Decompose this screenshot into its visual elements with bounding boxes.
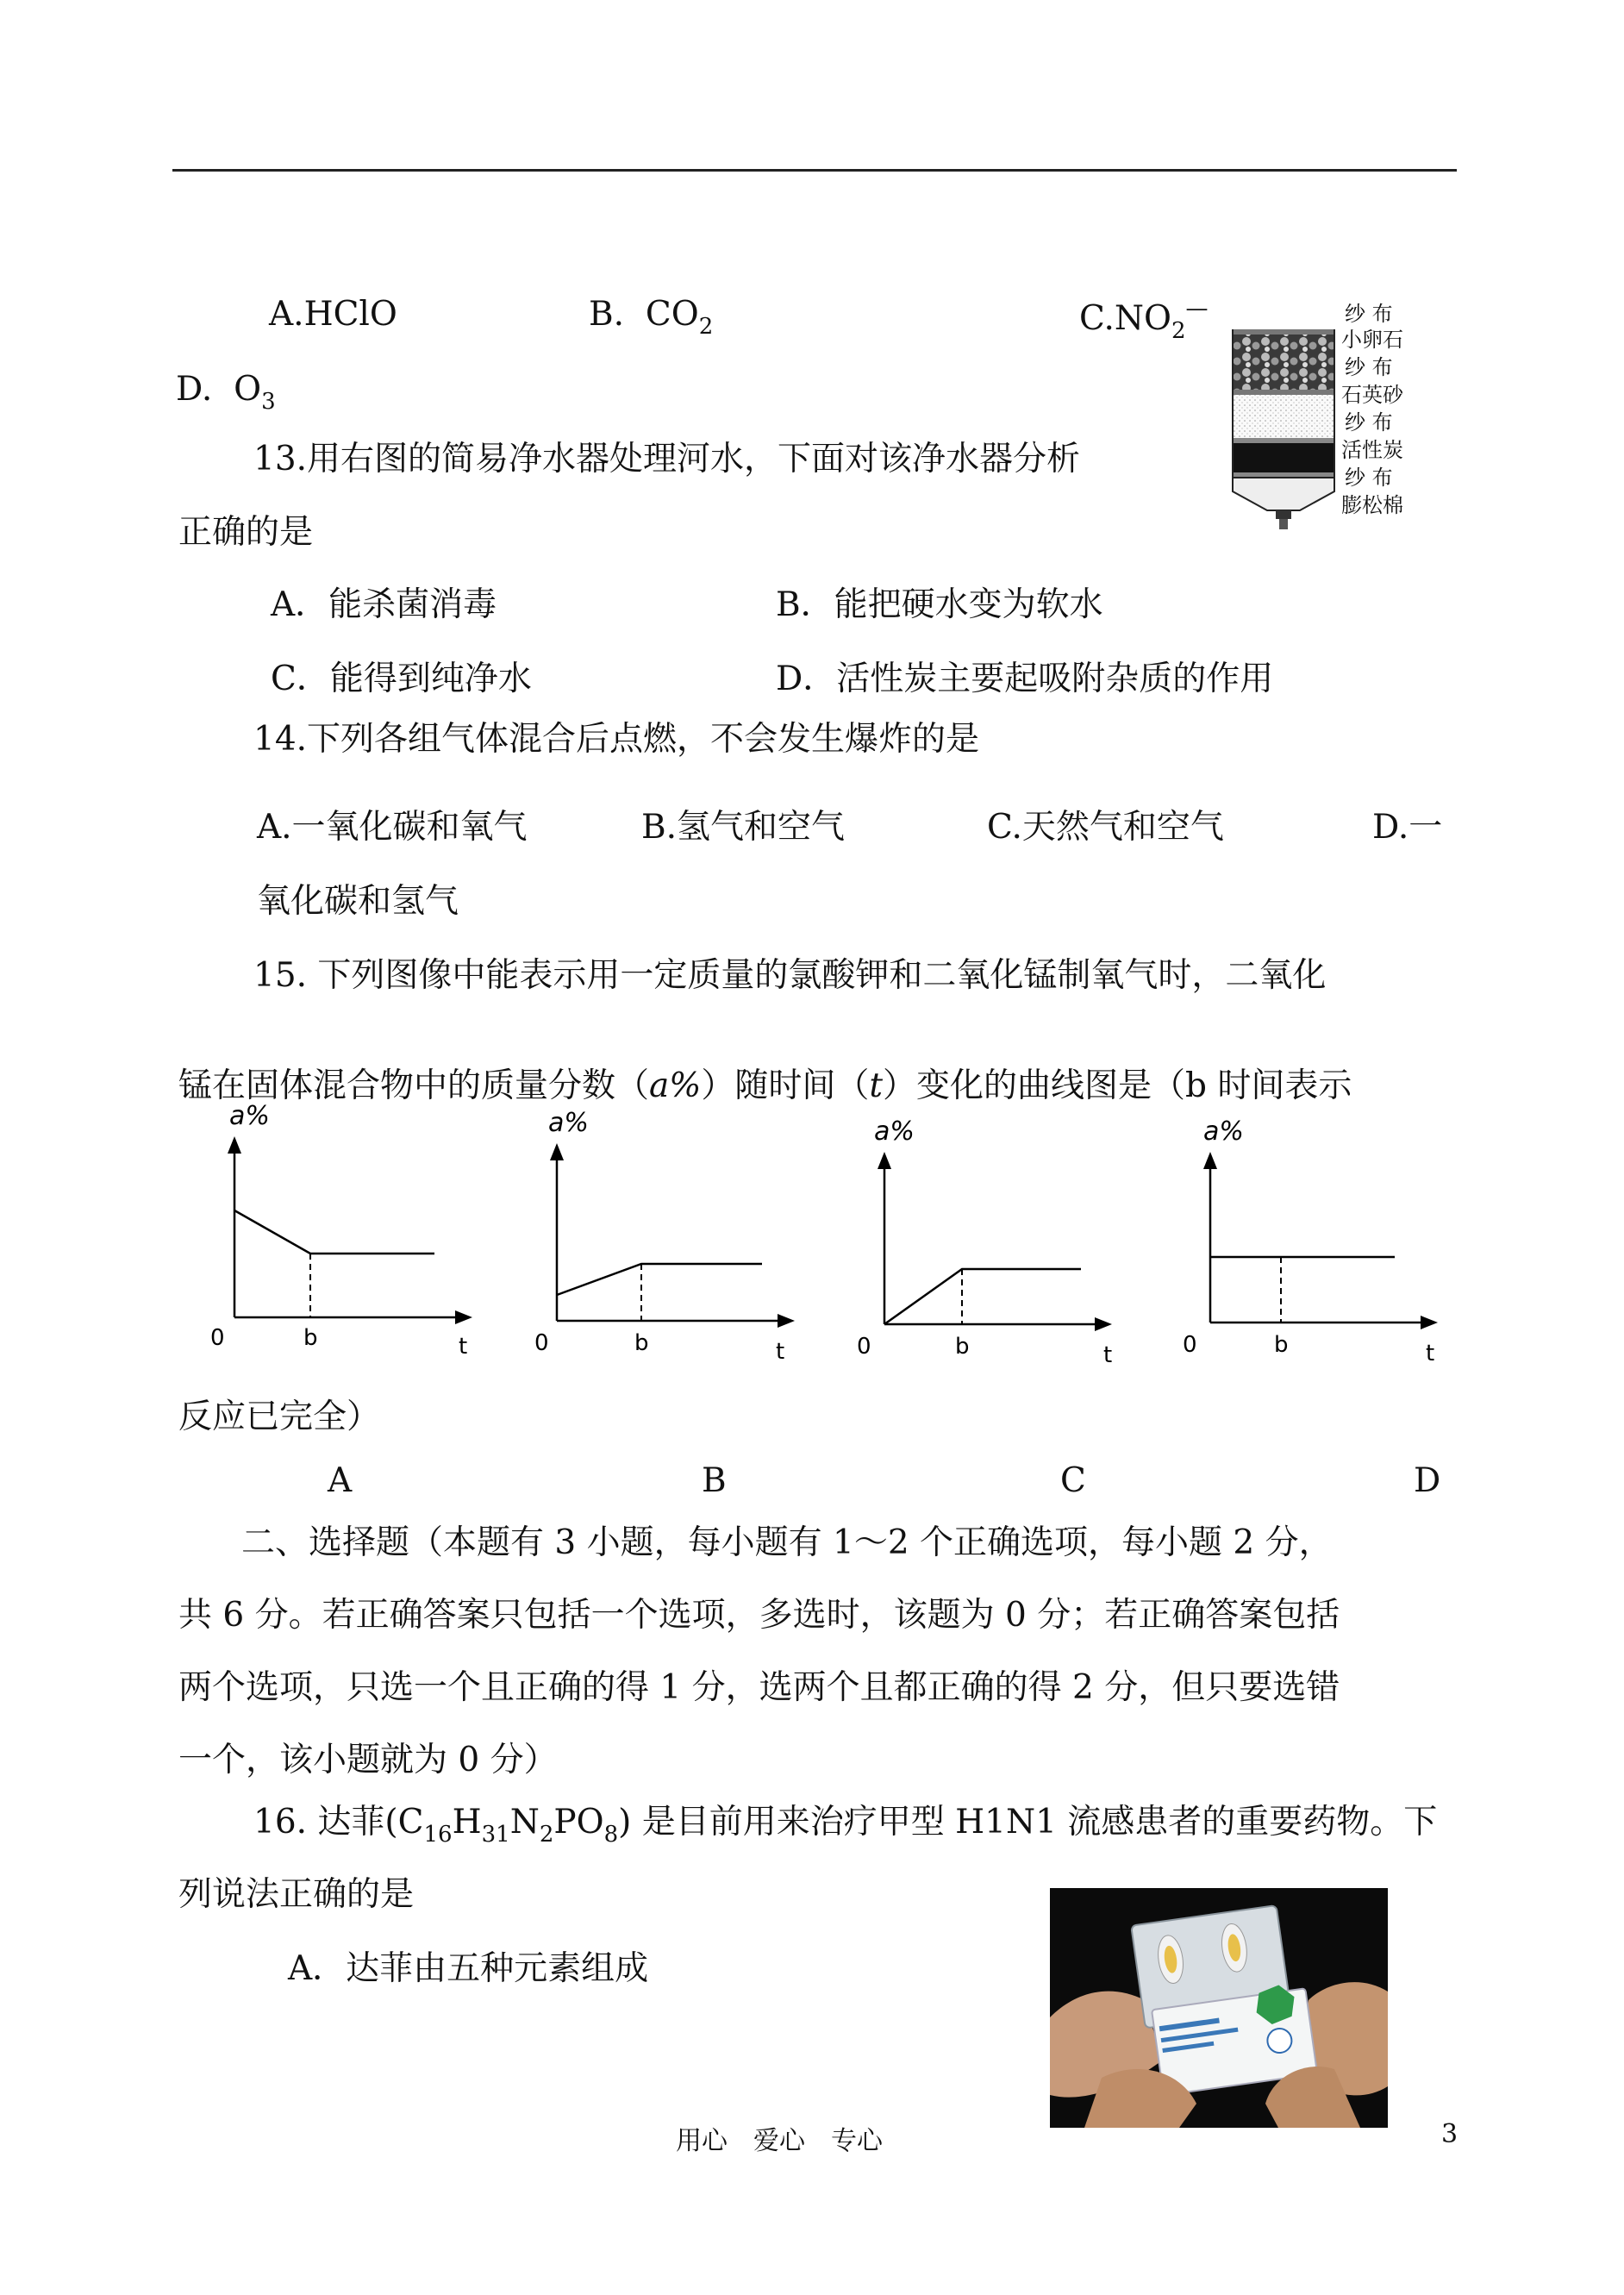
q16-line2: 列说法正确的是 [178,1875,415,1914]
filter-label-1: 小卵石 [1341,328,1403,352]
q13-option-b: B．能把硬水变为软水 [776,585,1103,624]
q15-label-d: D [1414,1461,1441,1500]
graph-d-b: b [1274,1332,1289,1358]
q15-line2: 锰在固体混合物中的质量分数（a%）随时间（t）变化的曲线图是（b 时间表示 [178,1066,1352,1105]
graph-d-origin: 0 [1183,1332,1197,1358]
q14-option-d-cont: 氧化碳和氢气 [257,882,459,921]
graph-d-y-label: a% [1203,1116,1244,1147]
q15-label-a: A [328,1461,353,1500]
header-rule [172,169,1457,172]
filter-label-3: 石英砂 [1341,383,1403,407]
section2-line1: 二、选择题（本题有 3 小题，每小题有 1～2 个正确选项，每小题 2 分， [241,1523,1333,1562]
q13-line2: 正确的是 [178,513,314,552]
q16-option-a: A．达菲由五种元素组成 [288,1949,649,1988]
water-filter-diagram [1222,290,1352,531]
q14-stem: 14.下列各组气体混合后点燃，不会发生爆炸的是 [253,720,980,759]
medicine-photo [1050,1888,1388,2128]
graph-d-t: t [1426,1341,1435,1366]
q12-option-c: $C.NO_2^—$ [1079,296,1209,344]
q14-option-d: D.一 [1372,808,1443,847]
filter-label-5: 活性炭 [1341,438,1403,462]
q14-option-b: B.氢气和空气 [641,808,846,847]
q15-line1: 15. 下列图像中能表示用一定质量的氯酸钾和二氧化锰制氧气时，二氧化 [253,956,1327,995]
graph-a-t: t [459,1334,468,1360]
graph-a [200,1093,493,1373]
graph-c [848,1109,1141,1388]
filter-label-6: 纱 布 [1345,466,1393,490]
section2-line3: 两个选项，只选一个且正确的得 1 分，选两个且都正确的得 2 分，但只要选错 [178,1668,1340,1707]
q15-label-b: B [702,1461,727,1500]
section2-line2: 共 6 分。若正确答案只包括一个选项，多选时，该题为 0 分；若正确答案包括 [178,1596,1340,1635]
filter-label-0: 纱 布 [1345,302,1393,326]
q12-option-b: B. $CO_2$ [589,295,714,340]
q14-option-c: C.天然气和空气 [987,808,1224,847]
q13-option-a: A．能杀菌消毒 [271,585,497,624]
graph-c-y-label: a% [874,1116,915,1147]
graph-a-y-label: a% [229,1101,270,1131]
q12-option-a: A.HClO [269,295,397,334]
graph-d [1174,1109,1467,1388]
page-number: 3 [1441,2119,1458,2149]
q15-label-c: C [1060,1461,1086,1500]
graph-c-b: b [955,1334,970,1360]
q16-formula: $C_{16}H_{31}N_2PO_8$ [397,1803,619,1848]
graph-b [522,1100,815,1379]
q12-option-d: D. $O_3$ [176,370,276,415]
q13-line1: 13.用右图的简易净水器处理河水，下面对该净水器分析 [253,440,1081,478]
graph-a-origin: 0 [210,1325,225,1351]
graph-b-t: t [776,1339,785,1365]
graph-b-y-label: a% [548,1108,589,1138]
section2-line4: 一个，该小题就为 0 分） [178,1741,558,1779]
filter-label-2: 纱 布 [1345,355,1393,379]
footer-motto: 用心 爱心 专心 [676,2126,883,2156]
q13-option-d: D．活性炭主要起吸附杂质的作用 [776,660,1274,698]
graph-b-b: b [634,1330,649,1356]
q16-line1: 16. 达菲$(C_{16}H_{31}N_2PO_8)$ 是目前用来治疗甲型 H1N1 流感患者的重要药物。下 [253,1803,1438,1848]
graph-a-b: b [303,1325,318,1351]
q14-option-a: A.一氧化碳和氧气 [257,808,528,847]
graph-c-t: t [1103,1342,1113,1368]
filter-label-7: 膨松棉 [1341,493,1403,517]
q13-option-c: C．能得到纯净水 [271,660,532,698]
graph-b-origin: 0 [534,1330,549,1356]
graph-c-origin: 0 [857,1334,871,1360]
filter-label-4: 纱 布 [1345,410,1393,435]
q15-line3: 反应已完全） [178,1398,381,1436]
